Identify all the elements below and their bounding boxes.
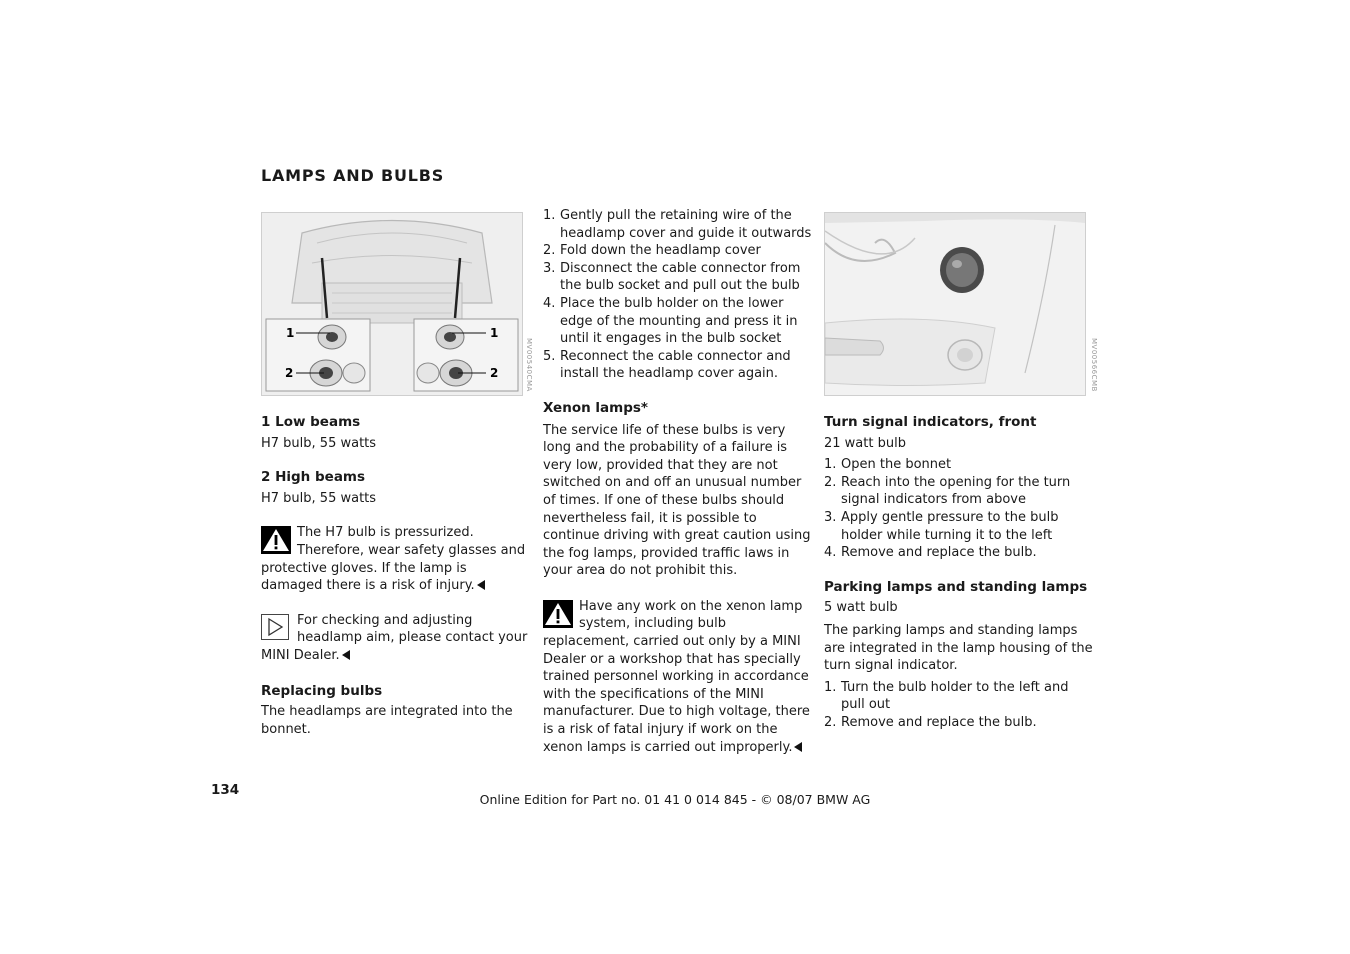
- warning-text: The H7 bulb is pressurized. Therefore, wear safety glasses and protective gloves. If the lamp is damaged there is a risk of injury.: [261, 525, 526, 594]
- list-item: 3. Disconnect the cable connector from the bulb socket and pull out the bulb: [543, 260, 801, 294]
- low-beams-heading: 1 Low beams: [261, 414, 361, 430]
- turn-signal-bulb: 21 watt bulb: [824, 435, 906, 451]
- xenon-lamps-text: The service life of these bulbs is very long and the probability of a failure is very low, provided that they are not switched on and off an unusual number of times. If one of these bulbs should nevertheless fail, it is possible to continue driving with great caution using the fog lamps, provided traffic laws in your area do not prohibit this.: [543, 422, 811, 579]
- page-number: 134: [211, 782, 240, 798]
- parking-lamps-text: The parking lamps and standing lamps are integrated in the lamp housing of the turn signal indicator.: [824, 622, 1093, 674]
- callout-2-left: 2: [285, 366, 294, 380]
- note-arrow-icon: [261, 614, 289, 640]
- warning-triangle-icon: [261, 526, 291, 554]
- low-beams-text: H7 bulb, 55 watts: [261, 435, 377, 451]
- callout-1-left: 1: [286, 326, 295, 340]
- replacing-bulbs-text: The headlamps are integrated into the bonnet.: [261, 704, 513, 737]
- headlamp-figure: [261, 212, 523, 396]
- headlamp-steps: [543, 207, 813, 383]
- end-mark-icon: [342, 650, 350, 660]
- parking-lamps-steps: [824, 679, 1096, 732]
- headlamp-aim-note: [261, 612, 531, 665]
- headlamp-illustration: [262, 213, 522, 395]
- callout-1-right: 1: [490, 326, 499, 340]
- figure-code-right: MV00566CMB: [1090, 338, 1098, 392]
- parking-lamps-heading: Parking lamps and standing lamps: [824, 578, 1088, 595]
- list-item: 2. Remove and replace the bulb.: [824, 714, 1037, 730]
- list-item: 4. Remove and replace the bulb.: [824, 545, 1037, 561]
- footer-edition: Online Edition for Part no. 01 41 0 014 845 - © 08/07 BMW AG: [479, 792, 871, 807]
- parking-lamps-bulb: 5 watt bulb: [824, 600, 898, 616]
- turn-signal-steps: [824, 456, 1096, 562]
- high-beams-text: H7 bulb, 55 watts: [261, 490, 377, 506]
- turn-signal-illustration: [825, 213, 1085, 395]
- list-item: 1. Turn the bulb holder to the left and pull out: [824, 679, 1069, 713]
- list-item: 5. Reconnect the cable connector and install the headlamp cover again.: [543, 348, 791, 382]
- column-left: [261, 414, 531, 738]
- turn-signal-figure: [824, 212, 1086, 396]
- end-mark-icon: [477, 580, 485, 590]
- column-right: [824, 414, 1096, 732]
- xenon-warning-text: Have any work on the xenon lamp system, including bulb replacement, carried out only by a MINI Dealer or a workshop that has specially trained personnel working in accordance with the specifications of the MINI manufacturer. Due to high voltage, there is a risk of fatal injury if work on the xenon lamps is carried out improperly.: [543, 598, 810, 755]
- list-item: 1. Gently pull the retaining wire of the headlamp cover and guide it outwards: [543, 208, 812, 241]
- replacing-bulbs-heading: Replacing bulbs: [261, 682, 383, 699]
- list-item: 3. Apply gentle pressure to the bulb holder while turning it to the left: [824, 509, 1059, 543]
- callout-2-right: 2: [490, 366, 499, 380]
- column-middle: [543, 207, 813, 756]
- list-item: 4. Place the bulb holder on the lower edge of the mounting and press it in until it engages in the bulb socket: [543, 295, 798, 347]
- warning-triangle-icon: [543, 600, 573, 628]
- xenon-warning: [543, 598, 813, 756]
- note-text: For checking and adjusting headlamp aim, please contact your MINI Dealer.: [261, 612, 528, 663]
- list-item: 1. Open the bonnet: [824, 457, 952, 473]
- figure-code-left: MV00540CMA: [525, 338, 533, 392]
- turn-signal-heading: Turn signal indicators, front: [824, 414, 1037, 430]
- pressurized-warning: [261, 524, 531, 594]
- end-mark-icon: [794, 742, 802, 752]
- high-beams-heading: 2 High beams: [261, 469, 366, 486]
- list-item: 2. Reach into the opening for the turn signal indicators from above: [824, 474, 1071, 508]
- page-title: LAMPS AND BULBS: [261, 166, 445, 185]
- list-item: 2. Fold down the headlamp cover: [543, 243, 761, 259]
- xenon-lamps-heading: Xenon lamps*: [543, 399, 648, 416]
